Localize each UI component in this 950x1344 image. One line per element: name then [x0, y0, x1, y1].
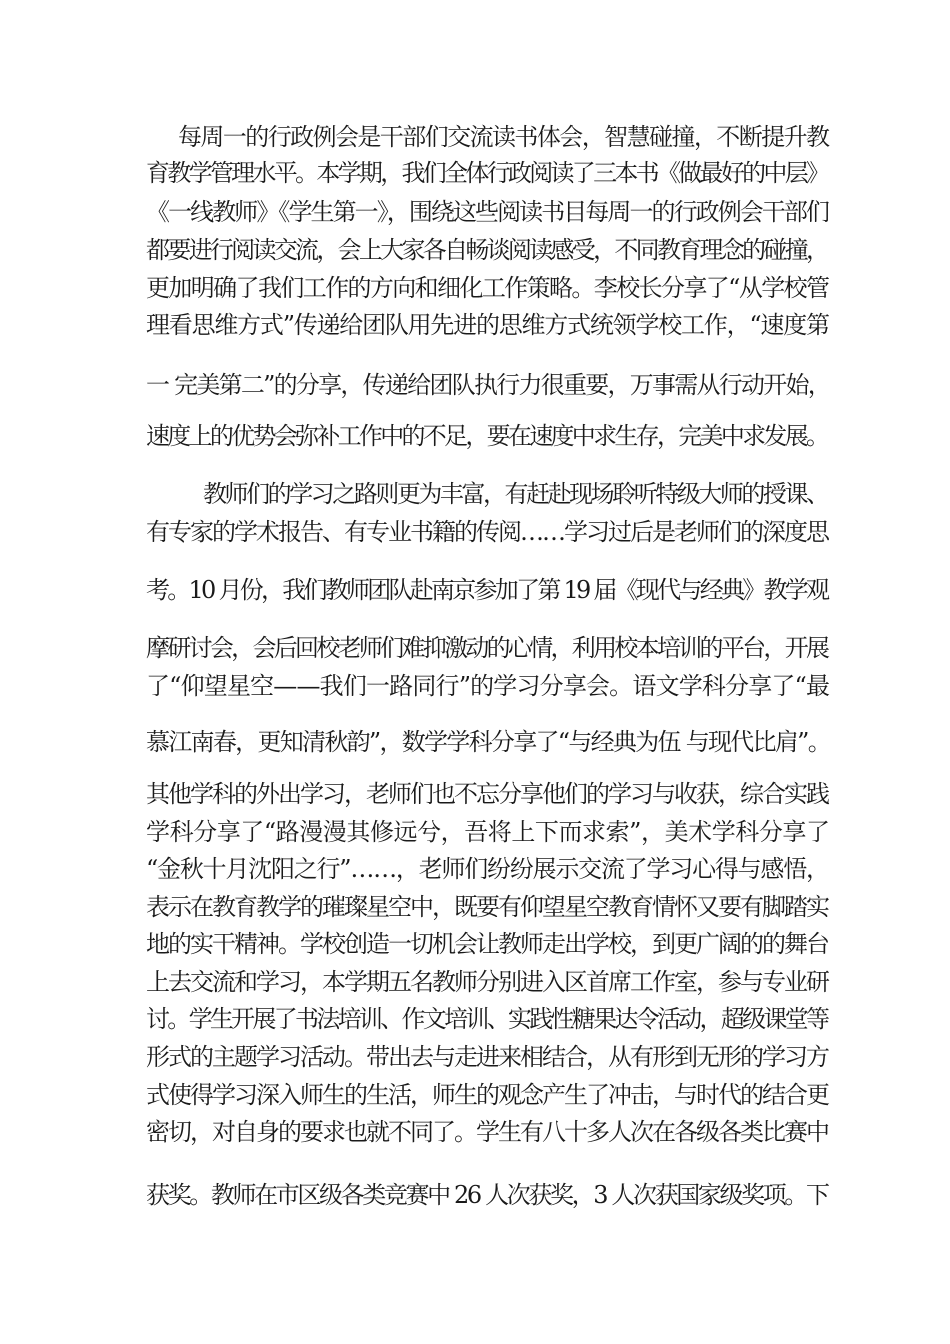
paragraph-line — [0, 924, 950, 964]
paragraph-line — [0, 666, 950, 706]
line-text: 更加明确了我们工作的方向和细化工作策略。李校长分享了“从学校管 — [146, 274, 829, 302]
line-text: 获奖。教师在市区级各类竞赛中 26 人次获奖，3 人次获国家级奖项。下 — [146, 1181, 828, 1209]
paragraph-line — [0, 512, 950, 552]
line-text: 讨。学生开展了书法培训、作文培训、实践性糖果达令活动，超级课堂等 — [146, 1005, 828, 1033]
paragraph-line — [0, 416, 950, 456]
line-text: 一 完美第二”的分享，传递给团队执行力很重要，万事需从行动开始， — [146, 371, 830, 399]
paragraph-line — [0, 999, 950, 1039]
line-text: 速度上的优势会弥补工作中的不足，要在速度中求生存，完美中求发展。 — [146, 422, 828, 450]
line-text: 学科分享了“路漫漫其修远兮，吾将上下而求索”，美术学科分享了 — [146, 818, 830, 846]
paragraph-line — [0, 1175, 950, 1215]
line-text: 地的实干精神。学校创造一切机会让教师走出学校，到更广阔的的舞台 — [146, 930, 828, 958]
paragraph-line — [0, 117, 950, 157]
paragraph-line — [0, 153, 950, 193]
paragraph-line — [0, 774, 950, 814]
line-text: 慕江南春，更知清秋韵”，数学学科分享了“与经典为伍 与现代比肩”。 — [146, 728, 830, 756]
paragraph-line — [0, 474, 950, 514]
line-text: 有专家的学术报告、有专业书籍的传阅……学习过后是老师们的深度思 — [146, 518, 828, 546]
paragraph-line — [0, 1037, 950, 1077]
paragraph-line — [0, 849, 950, 889]
line-text: 考。10 月份，我们教师团队赴南京参加了第 19 届《现代与经典》教学观 — [146, 576, 828, 604]
paragraph-line — [0, 1075, 950, 1115]
paragraph-line — [0, 628, 950, 668]
paragraph-line — [0, 305, 950, 345]
line-text: 育教学管理水平。本学期，我们全体行政阅读了三本书《做最好的中层》 — [146, 159, 828, 187]
paragraph-line — [0, 1112, 950, 1152]
line-text: 上去交流和学习，本学期五名教师分别进入区首席工作室，参与专业研 — [146, 968, 828, 996]
paragraph-line — [0, 962, 950, 1002]
line-text: 理看思维方式”传递给团队用先进的思维方式统领学校工作，“速度第 — [146, 311, 829, 339]
line-text: 表示在教育教学的璀璨星空中，既要有仰望星空教育情怀又要有脚踏实 — [146, 893, 828, 921]
line-text: 密切，对自身的要求也就不同了。学生有八十多人次在各级各类比赛中 — [146, 1118, 828, 1146]
paragraph-line — [0, 722, 950, 762]
line-text: “金秋十月沈阳之行”……，老师们纷纷展示交流了学习心得与感悟， — [146, 855, 829, 883]
line-text: 其他学科的外出学习，老师们也不忘分享他们的学习与收获，综合实践 — [146, 780, 828, 808]
line-text: 教师们的学习之路则更为丰富，有赶赴现场聆听特级大师的授课、 — [203, 480, 828, 508]
line-text: 摩研讨会，会后回校老师们难抑激动的心情，利用校本培训的平台，开展 — [146, 634, 828, 662]
line-text: 都要进行阅读交流，会上大家各自畅谈阅读感受，不同教育理念的碰撞， — [146, 236, 828, 264]
line-text: 了“仰望星空——我们一路同行”的学习分享会。语文学科分享了“最 — [146, 672, 830, 700]
paragraph-line — [0, 812, 950, 852]
paragraph-line — [0, 365, 950, 405]
line-text: 每周一的行政例会是干部们交流读书体会，智慧碰撞，不断提升教 — [178, 123, 829, 151]
paragraph-line — [0, 268, 950, 308]
line-text: 式使得学习深入师生的生活，师生的观念产生了冲击，与时代的结合更 — [146, 1081, 828, 1109]
paragraph-line — [0, 887, 950, 927]
line-text: 形式的主题学习活动。带出去与走进来相结合，从有形到无形的学习方 — [146, 1043, 828, 1071]
paragraph-line — [0, 570, 950, 610]
line-text: 《一线教师》《学生第一》，围绕这些阅读书目每周一的行政例会干部们 — [146, 198, 829, 226]
paragraph-line — [0, 230, 950, 270]
paragraph-line — [0, 192, 950, 232]
